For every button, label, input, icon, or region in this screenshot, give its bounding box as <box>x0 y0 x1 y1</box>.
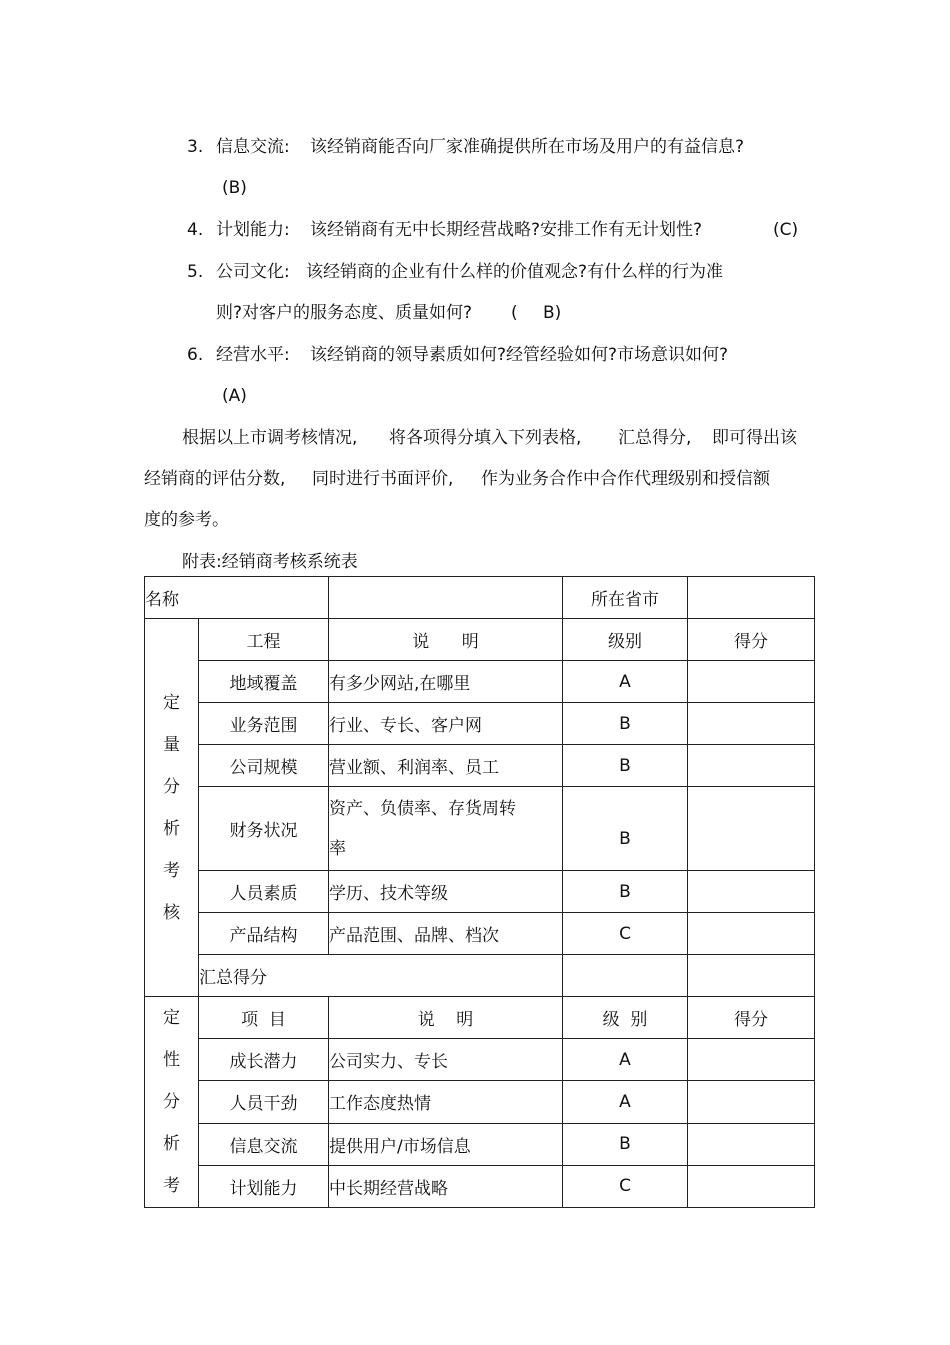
qual-header-grade: 级 别 <box>563 997 688 1039</box>
item-5-grade-open: ( <box>511 303 518 323</box>
quant-group-char: 分 <box>163 776 180 797</box>
qual-desc: 工作态度热情 <box>329 1081 563 1123</box>
qual-score <box>688 1165 815 1207</box>
table-row <box>145 1165 815 1207</box>
name-value <box>329 577 563 619</box>
item-6-grade: (A) <box>222 386 247 406</box>
quant-grade: C <box>563 913 688 955</box>
quant-header-grade: 级别 <box>563 619 688 661</box>
paragraph-line2-part3: 作为业务合作中合作代理级别和授信额 <box>481 469 770 489</box>
qual-group-char: 性 <box>163 1050 180 1070</box>
item-6-label: 经营水平: <box>216 345 290 365</box>
quant-group-char: 析 <box>163 818 180 839</box>
item-3-number: 3. <box>187 137 204 157</box>
item-4-grade: (C) <box>773 220 799 240</box>
quant-score <box>688 745 815 787</box>
quant-header-score: 得分 <box>688 619 815 661</box>
table-row <box>145 1123 815 1165</box>
table-row <box>145 787 815 871</box>
table-row-quant-header <box>145 619 815 661</box>
qual-group-char: 定 <box>163 1008 180 1028</box>
table-row-name <box>145 577 815 619</box>
item-5-grade: B) <box>543 303 562 323</box>
qual-group-label <box>145 997 199 1208</box>
item-6-text: 该经销商的领导素质如何?经管经验如何?市场意识如何? <box>310 345 729 365</box>
qual-group-char: 析 <box>163 1134 180 1154</box>
quant-item: 产品结构 <box>199 913 329 955</box>
qual-grade: A <box>563 1039 688 1081</box>
quant-group-label <box>145 619 199 997</box>
table-title: 附表:经销商考核系统表 <box>182 552 358 572</box>
table-row <box>145 913 815 955</box>
subtotal-label: 汇总得分 <box>199 955 563 997</box>
table-row <box>145 871 815 913</box>
qual-item: 人员干劲 <box>199 1081 329 1123</box>
subtotal-desc <box>563 955 688 997</box>
quant-score <box>688 661 815 703</box>
qual-desc: 提供用户/市场信息 <box>329 1123 563 1165</box>
quant-desc-line: 率 <box>329 838 346 859</box>
quant-desc: 产品范围、品牌、档次 <box>329 913 563 955</box>
qual-grade: A <box>563 1081 688 1123</box>
qual-grade: C <box>563 1165 688 1207</box>
table-row-qual-header <box>145 997 815 1039</box>
table-row-subtotal <box>145 955 815 997</box>
qual-desc: 公司实力、专长 <box>329 1039 563 1081</box>
quant-grade: B <box>563 787 688 871</box>
table-row <box>145 1039 815 1081</box>
item-6-number: 6. <box>187 345 204 365</box>
qual-item: 信息交流 <box>199 1123 329 1165</box>
item-3-grade: (B) <box>222 178 247 198</box>
quant-header-item: 工程 <box>199 619 329 661</box>
qual-grade: B <box>563 1123 688 1165</box>
quant-score <box>688 703 815 745</box>
quant-item: 公司规模 <box>199 745 329 787</box>
quant-item: 业务范围 <box>199 703 329 745</box>
quant-grade: B <box>563 703 688 745</box>
paragraph-line1-part1: 根据以上市调考核情况, <box>182 428 358 448</box>
quant-score <box>688 871 815 913</box>
item-4-label: 计划能力: <box>216 220 290 240</box>
quant-grade: B <box>563 745 688 787</box>
qual-desc: 中长期经营战略 <box>329 1165 563 1207</box>
quant-desc: 行业、专长、客户网 <box>329 703 563 745</box>
quant-desc: 营业额、利润率、员工 <box>329 745 563 787</box>
qual-item: 计划能力 <box>199 1165 329 1207</box>
table-row <box>145 745 815 787</box>
quant-grade: A <box>563 661 688 703</box>
paragraph-line2-part1: 经销商的评估分数, <box>144 469 286 489</box>
qual-header-item: 项 目 <box>199 997 329 1039</box>
quant-header-desc: 说 明 <box>329 619 563 661</box>
name-label: 名称 <box>145 577 329 619</box>
qual-score <box>688 1123 815 1165</box>
quant-score <box>688 787 815 871</box>
province-value <box>688 577 815 619</box>
item-5-text-cont: 则?对客户的服务态度、质量如何? <box>216 303 473 323</box>
quant-item: 财务状况 <box>199 787 329 871</box>
quant-desc: 学历、技术等级 <box>329 871 563 913</box>
quant-group-char: 定 <box>163 692 180 713</box>
quant-grade: B <box>563 871 688 913</box>
paragraph-line1-part2: 将各项得分填入下列表格, <box>389 428 582 448</box>
qual-group-char: 考 <box>163 1176 180 1196</box>
item-3-text: 该经销商能否向厂家准确提供所在市场及用户的有益信息? <box>310 137 745 157</box>
paragraph-line1-part3: 汇总得分, <box>618 428 692 448</box>
table-row <box>145 703 815 745</box>
quant-group-char: 考 <box>163 860 180 881</box>
item-5-number: 5. <box>187 262 204 282</box>
quant-group-char: 核 <box>163 902 180 923</box>
item-4-number: 4. <box>187 220 204 240</box>
quant-item: 人员素质 <box>199 871 329 913</box>
qual-header-desc: 说 明 <box>329 997 563 1039</box>
table-row <box>145 1081 815 1123</box>
table-row <box>145 661 815 703</box>
subtotal-grade <box>688 955 815 997</box>
quant-score <box>688 913 815 955</box>
paragraph-line3: 度的参考。 <box>144 510 229 530</box>
item-5-text: 该经销商的企业有什么样的价值观念?有什么样的行为准 <box>306 262 724 282</box>
quant-desc-line: 资产、负债率、存货周转 <box>329 798 516 819</box>
qual-item: 成长潜力 <box>199 1039 329 1081</box>
paragraph-line2-part2: 同时进行书面评价, <box>312 469 454 489</box>
qual-score <box>688 1081 815 1123</box>
qual-score <box>688 1039 815 1081</box>
item-4-text: 该经销商有无中长期经营战略?安排工作有无计划性? <box>310 220 703 240</box>
quant-group-char: 量 <box>163 734 180 755</box>
quant-desc <box>329 787 563 871</box>
item-5-label: 公司文化: <box>216 262 290 282</box>
paragraph-line1-part4: 即可得出该 <box>712 428 797 448</box>
qual-group-char: 分 <box>163 1092 180 1112</box>
assessment-table <box>144 576 815 1208</box>
province-label: 所在省市 <box>563 577 688 619</box>
qual-header-score: 得分 <box>688 997 815 1039</box>
item-3-label: 信息交流: <box>216 137 290 157</box>
quant-item: 地域覆盖 <box>199 661 329 703</box>
quant-desc: 有多少网站,在哪里 <box>329 661 563 703</box>
